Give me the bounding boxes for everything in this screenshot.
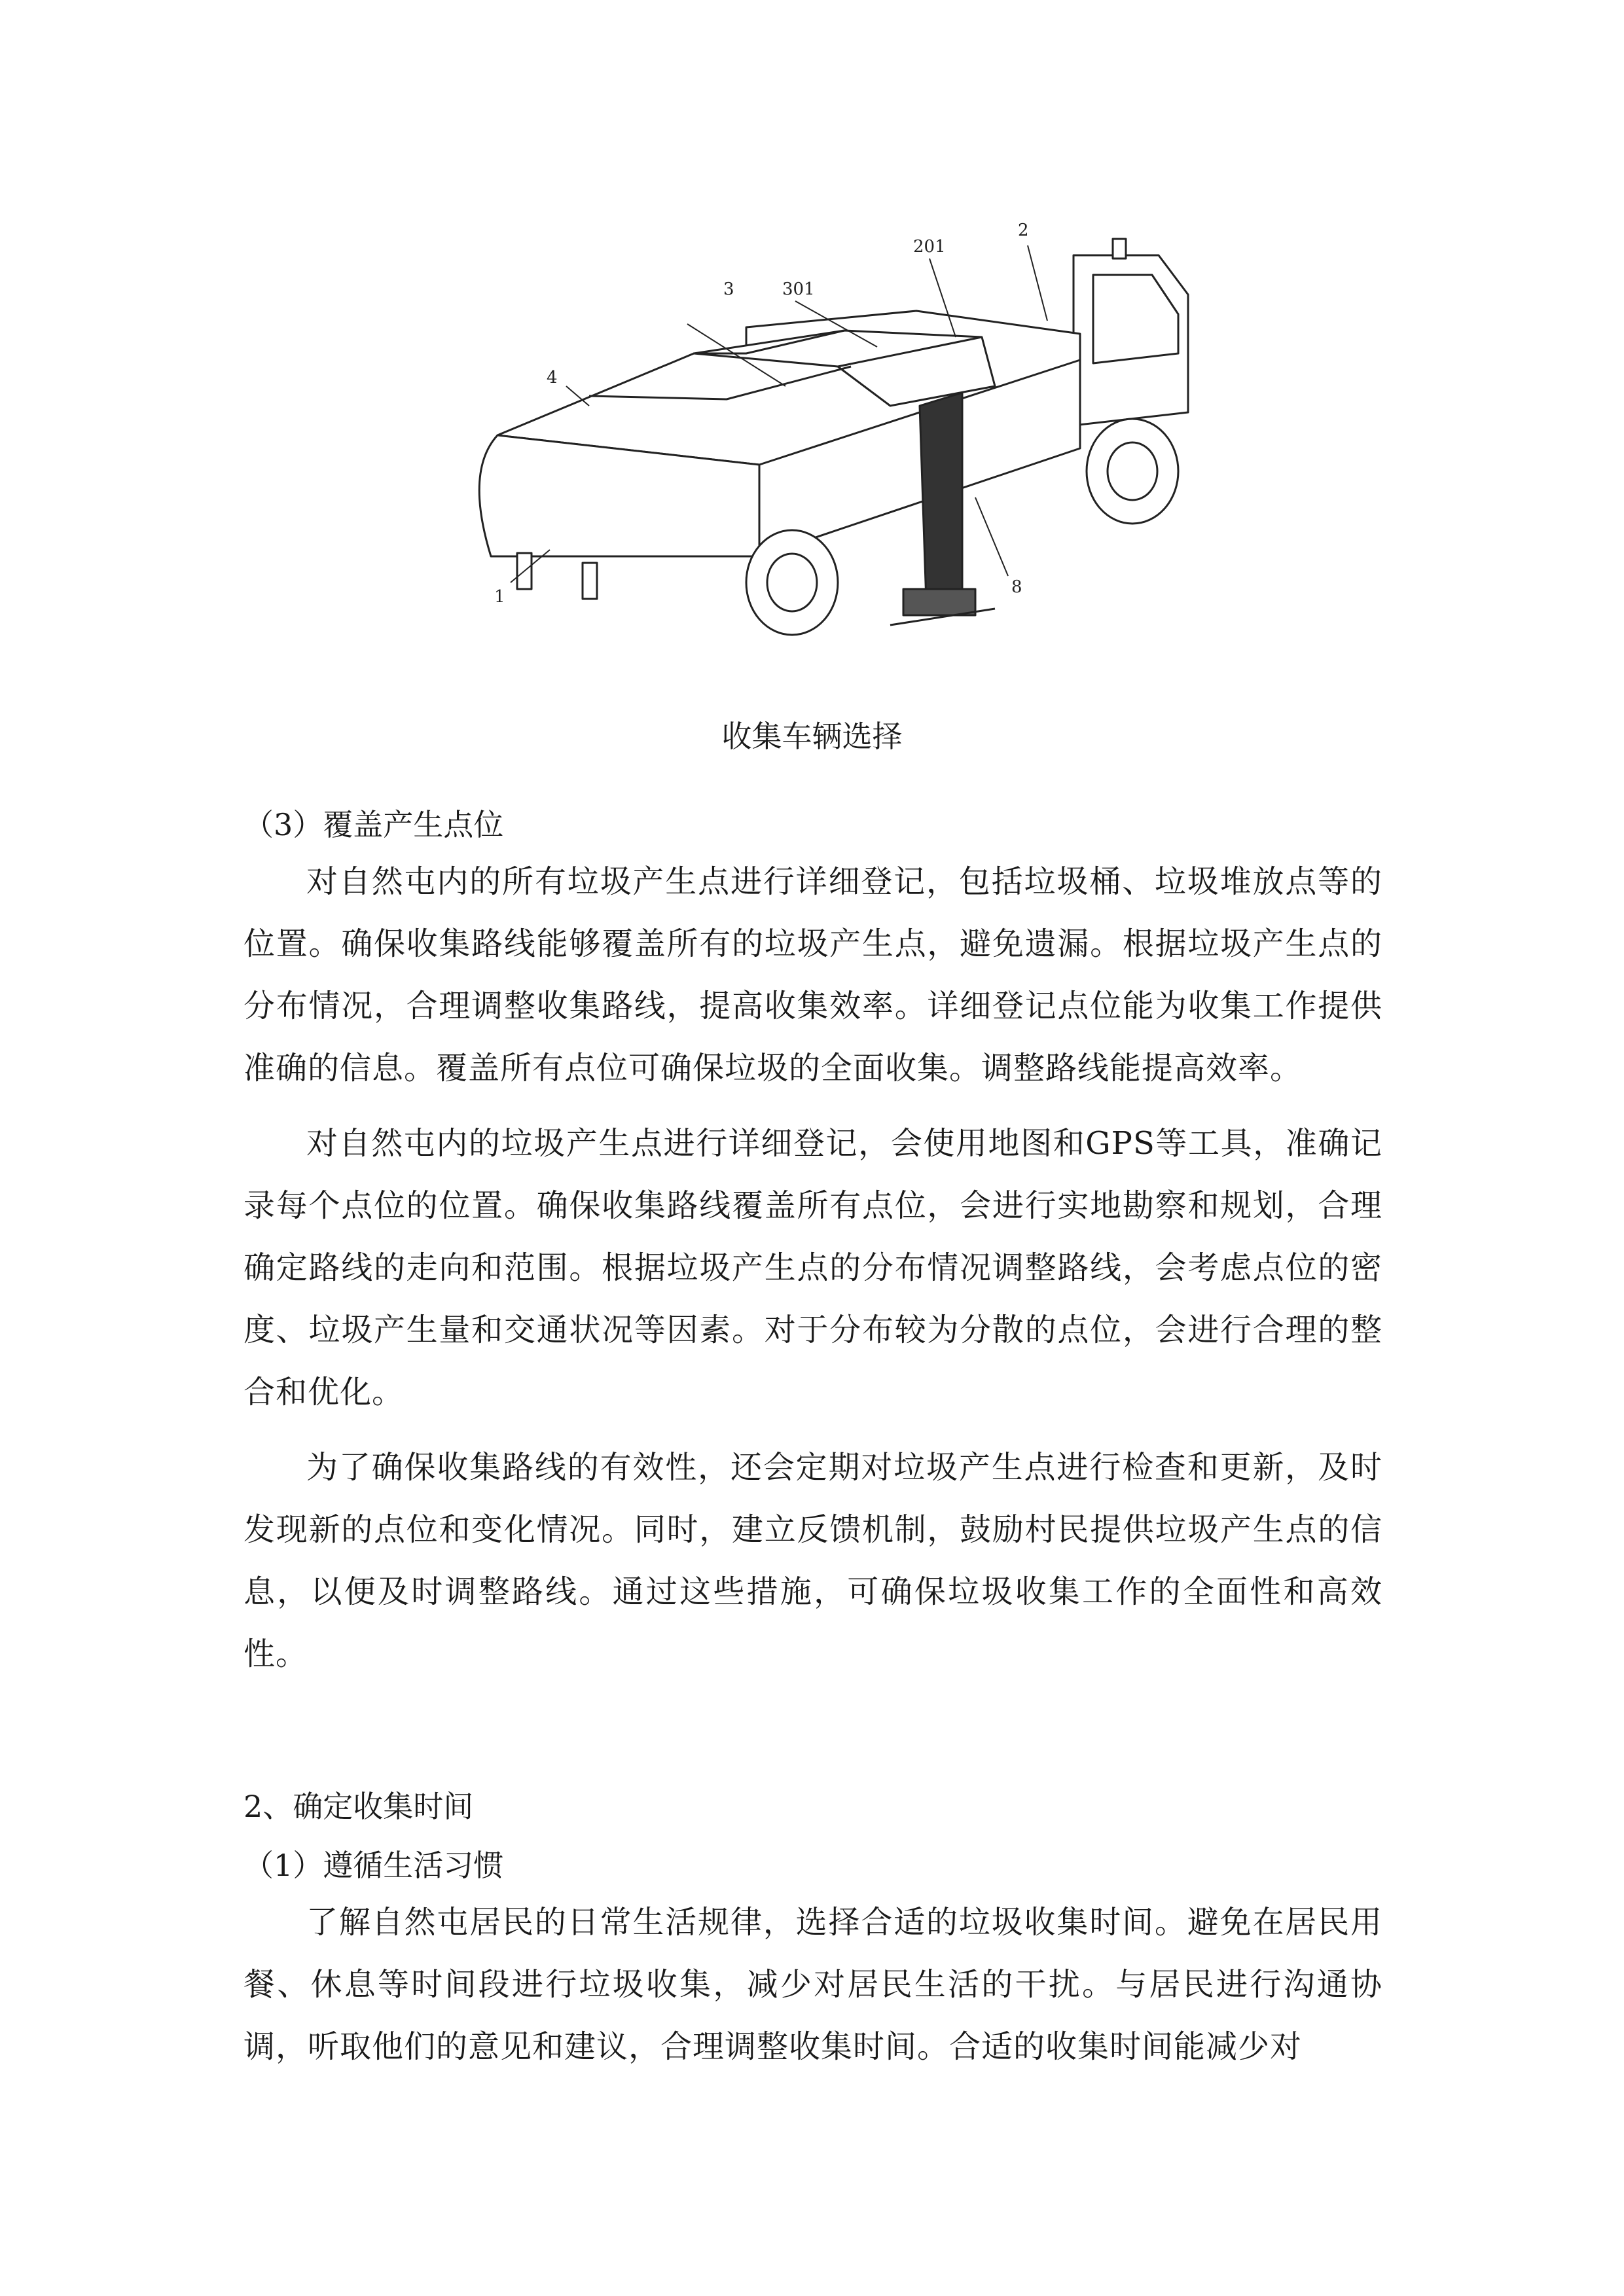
- figure-caption: 收集车辆选择: [721, 719, 903, 754]
- section-2-subheading: （1）遵循生活习惯: [244, 1848, 504, 1883]
- paragraph: 对自然屯内的所有垃圾产生点进行详细登记，包括垃圾桶、垃圾堆放点等的位置。确保收集路线能够覆盖所有的垃圾产生点，避免遗漏。根据垃圾产生点的分布情况，合理调整收集路线，提高收集效率。详细登记点位能为收集工作提供准确的信息。覆盖所有点位可确保垃圾的全面收集。调整路线能提高效率。: [244, 863, 1382, 1086]
- figure-label-301: 301: [782, 279, 815, 299]
- paragraph: 对自然屯内的垃圾产生点进行详细登记，会使用地图和GPS等工具，准确记录每个点位的位置。确保收集路线覆盖所有点位，会进行实地勘察和规划，合理确定路线的走向和范围。根据垃圾产生点的分布情况调整路线，会考虑点位的密度、垃圾产生量和交通状况等因素。对于分布较为分散的点位，会进行合理的整合和优化。: [244, 1125, 1382, 1410]
- paragraph: 为了确保收集路线的有效性，还会定期对垃圾产生点进行检查和更新，及时发现新的点位和变化情况。同时，建立反馈机制，鼓励村民提供垃圾产生点的信息，以便及时调整路线。通过这些措施，可确保垃圾收集工作的全面性和高效性。: [244, 1449, 1382, 1672]
- section-2-heading: 2、确定收集时间: [244, 1789, 474, 1824]
- figure-label-4: 4: [547, 368, 558, 387]
- support-leg: [583, 563, 597, 599]
- lifting-arm: [920, 393, 962, 602]
- figure-label-201: 201: [913, 237, 946, 257]
- truck-figure: [419, 190, 1204, 720]
- front-hub: [1108, 442, 1157, 500]
- figure-label-3: 3: [723, 279, 734, 299]
- figure-label-1: 1: [494, 587, 505, 607]
- paragraph: 了解自然屯居民的日常生活规律，选择合适的垃圾收集时间。避免在居民用餐、休息等时间段进行垃圾收集，减少对居民生活的干扰。与居民进行沟通协调，听取他们的意见和建议，合理调整收集时间。合适的收集时间能减少对: [244, 1904, 1382, 2065]
- figure-label-2: 2: [1018, 221, 1029, 240]
- section-3-heading: （3）覆盖产生点位: [244, 807, 504, 842]
- section-3-body: [244, 851, 1382, 1685]
- garbage-truck-drawing: [419, 190, 1204, 720]
- section-2-body: [244, 1892, 1382, 2078]
- figure-label-8: 8: [1011, 577, 1022, 597]
- arm-clamp: [903, 589, 975, 615]
- rear-hub: [767, 554, 817, 611]
- cab-exhaust: [1113, 239, 1126, 259]
